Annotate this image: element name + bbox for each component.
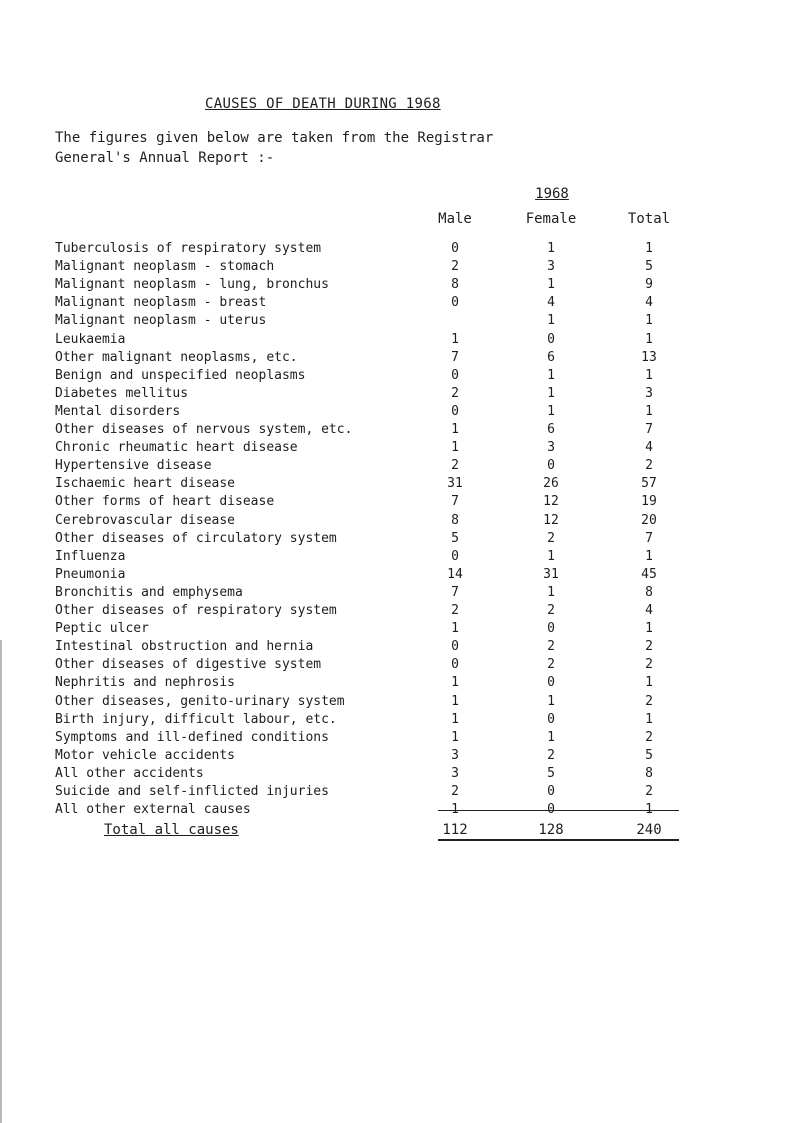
table-row — [0, 602, 800, 620]
cause-label: Mental disorders — [55, 403, 181, 419]
cause-label: All other external causes — [55, 802, 251, 818]
cause-label: Other diseases of circulatory system — [55, 530, 337, 546]
female-count: 4 — [547, 295, 555, 311]
cause-label: All other accidents — [55, 765, 204, 781]
table-row — [0, 620, 800, 638]
male-count: 3 — [451, 765, 459, 781]
total-count: 1 — [645, 241, 653, 256]
cause-label: Peptic ulcer — [55, 621, 149, 637]
female-count: 26 — [543, 476, 559, 492]
male-count: 1 — [451, 711, 459, 727]
cause-label: Other malignant neoplasms, etc. — [55, 349, 298, 365]
female-count: 0 — [547, 331, 555, 347]
cause-label: Diabetes mellitus — [55, 385, 189, 401]
female-count: 5 — [547, 765, 555, 781]
table-row — [0, 656, 800, 674]
cause-label: Nephritis and nephrosis — [55, 675, 236, 691]
table-row — [0, 512, 800, 530]
male-count: 5 — [451, 530, 459, 546]
cause-label: Malignant neoplasm - breast — [55, 295, 267, 311]
total-count: 4 — [645, 440, 653, 456]
male-count: 0 — [451, 548, 459, 564]
total-count: 4 — [645, 295, 653, 311]
total-count: 3 — [645, 385, 653, 401]
column-header-total: Total — [627, 211, 671, 227]
total-count: 57 — [641, 476, 657, 492]
female-count: 1 — [547, 367, 555, 383]
total-count: 9 — [645, 277, 653, 293]
table-row — [0, 276, 800, 294]
table-row — [0, 530, 800, 548]
table-row — [0, 349, 800, 367]
male-count: 31 — [447, 476, 463, 492]
total-count: 2 — [645, 639, 653, 655]
total-count: 13 — [641, 349, 657, 365]
male-count: 3 — [451, 747, 459, 763]
table-row — [0, 457, 800, 475]
female-count: 6 — [547, 422, 555, 437]
male-count: 0 — [451, 241, 459, 256]
female-count: 1 — [547, 385, 555, 401]
cause-label: Symptoms and ill-defined conditions — [55, 729, 329, 745]
female-count: 1 — [547, 729, 555, 745]
male-count: 1 — [451, 729, 459, 745]
cause-label: Malignant neoplasm - stomach — [55, 259, 275, 275]
total-male: 112 — [442, 822, 468, 838]
table-row — [0, 729, 800, 747]
table-row — [0, 493, 800, 511]
female-count: 1 — [547, 403, 555, 419]
year-heading: 1968 — [535, 186, 569, 202]
table-row — [0, 765, 800, 783]
female-count: 1 — [547, 693, 555, 709]
total-count: 20 — [641, 512, 657, 528]
cause-label: Malignant neoplasm - uterus — [55, 313, 267, 329]
table-row — [0, 693, 800, 711]
total-count: 2 — [645, 693, 653, 709]
intro-text: The figures given below are taken from the Registrar General's Annual Report :- — [55, 130, 494, 166]
female-count: 1 — [547, 241, 555, 256]
female-count: 0 — [547, 458, 555, 474]
cause-label: Suicide and self-inflicted injuries — [55, 784, 329, 799]
cause-label: Influenza — [55, 548, 126, 564]
cause-label: Other diseases of nervous system, etc. — [55, 422, 353, 437]
female-count: 0 — [547, 711, 555, 727]
male-count: 2 — [451, 458, 459, 474]
total-rule-bottom — [438, 839, 679, 841]
cause-label: Bronchitis and emphysema — [55, 584, 243, 600]
total-count: 1 — [645, 675, 653, 691]
male-count: 0 — [451, 639, 459, 655]
cause-label: Birth injury, difficult labour, etc. — [55, 711, 337, 727]
cause-label: Other diseases of respiratory system — [55, 603, 337, 618]
table-row — [0, 548, 800, 566]
table-row — [0, 475, 800, 493]
total-count: 1 — [645, 711, 653, 727]
table-row — [0, 294, 800, 312]
male-count: 7 — [451, 584, 459, 600]
total-count: 19 — [641, 494, 657, 510]
male-count: 0 — [451, 657, 459, 673]
table-row — [0, 312, 800, 330]
table-row — [0, 331, 800, 349]
total-count: 2 — [645, 657, 653, 673]
total-count: 1 — [645, 403, 653, 419]
table-row — [0, 711, 800, 729]
total-count: 1 — [645, 548, 653, 564]
table-row — [0, 584, 800, 602]
female-count: 12 — [543, 512, 559, 528]
table-row — [0, 385, 800, 403]
male-count: 0 — [451, 367, 459, 383]
total-count: 8 — [645, 765, 653, 781]
female-count: 12 — [543, 494, 559, 510]
table-row — [0, 747, 800, 765]
cause-label: Cerebrovascular disease — [55, 512, 236, 528]
page-title: CAUSES OF DEATH DURING 1968 — [205, 96, 441, 112]
total-count: 4 — [645, 603, 653, 618]
total-count: 2 — [645, 729, 653, 745]
table-row — [0, 367, 800, 385]
total-count: 2 — [645, 784, 653, 799]
male-count: 2 — [451, 385, 459, 401]
male-count: 2 — [451, 784, 459, 799]
cause-label: Other forms of heart disease — [55, 494, 275, 510]
female-count: 0 — [547, 784, 555, 799]
total-count: 2 — [645, 458, 653, 474]
table-row — [0, 801, 800, 819]
female-count: 1 — [547, 548, 555, 564]
cause-label: Intestinal obstruction and hernia — [55, 639, 314, 655]
total-count: 8 — [645, 584, 653, 600]
total-count: 1 — [645, 313, 653, 329]
cause-label: Chronic rheumatic heart disease — [55, 440, 298, 456]
female-count: 1 — [547, 313, 555, 329]
total-count: 45 — [641, 566, 657, 582]
female-count: 31 — [543, 566, 559, 582]
table-row — [0, 421, 800, 439]
male-count: 8 — [451, 512, 459, 528]
female-count: 0 — [547, 675, 555, 691]
table-row — [0, 403, 800, 421]
female-count: 0 — [547, 621, 555, 637]
male-count: 1 — [451, 331, 459, 347]
male-count: 8 — [451, 277, 459, 293]
female-count: 2 — [547, 639, 555, 655]
male-count: 1 — [451, 422, 459, 437]
cause-label: Other diseases of digestive system — [55, 657, 322, 673]
total-count: 1 — [645, 367, 653, 383]
male-count: 1 — [451, 440, 459, 456]
male-count: 2 — [451, 259, 459, 275]
male-count: 0 — [451, 295, 459, 311]
cause-label: Hypertensive disease — [55, 458, 212, 474]
female-count: 1 — [547, 584, 555, 600]
cause-label: Malignant neoplasm - lung, bronchus — [55, 277, 329, 293]
male-count: 2 — [451, 603, 459, 618]
total-count: 5 — [645, 747, 653, 763]
table-row — [0, 674, 800, 692]
total-female: 128 — [538, 822, 564, 838]
total-count: 7 — [645, 422, 653, 437]
cause-label: Tuberculosis of respiratory system — [55, 241, 322, 256]
total-count: 5 — [645, 259, 653, 275]
male-count: 1 — [451, 621, 459, 637]
female-count: 1 — [547, 277, 555, 293]
female-count: 2 — [547, 530, 555, 546]
male-count: 1 — [451, 675, 459, 691]
cause-label: Pneumonia — [55, 566, 126, 582]
female-count: 2 — [547, 603, 555, 618]
cause-label: Ischaemic heart disease — [55, 476, 236, 492]
cause-label: Benign and unspecified neoplasms — [55, 367, 306, 383]
female-count: 3 — [547, 259, 555, 275]
table-row — [0, 783, 800, 801]
female-count: 6 — [547, 349, 555, 365]
male-count: 7 — [451, 494, 459, 510]
column-header-male: Male — [438, 211, 472, 227]
cause-label: Leukaemia — [55, 331, 126, 347]
female-count: 3 — [547, 440, 555, 456]
male-count: 0 — [451, 403, 459, 419]
female-count: 2 — [547, 657, 555, 673]
male-count: 14 — [447, 566, 463, 582]
table-row — [0, 258, 800, 276]
female-count: 2 — [547, 747, 555, 763]
cause-label: Other diseases, genito-urinary system — [55, 693, 345, 709]
total-all: 240 — [636, 822, 662, 838]
cause-label: Motor vehicle accidents — [55, 747, 236, 763]
table-row — [0, 638, 800, 656]
table-row — [0, 439, 800, 457]
male-count: 1 — [451, 693, 459, 709]
table-row — [0, 240, 800, 258]
total-count: 1 — [645, 331, 653, 347]
total-label: Total all causes — [104, 822, 239, 838]
total-rule-top — [438, 810, 679, 811]
total-count: 7 — [645, 530, 653, 546]
male-count: 7 — [451, 349, 459, 365]
total-count: 1 — [645, 621, 653, 637]
table-row — [0, 566, 800, 584]
column-header-female: Female — [525, 211, 577, 227]
